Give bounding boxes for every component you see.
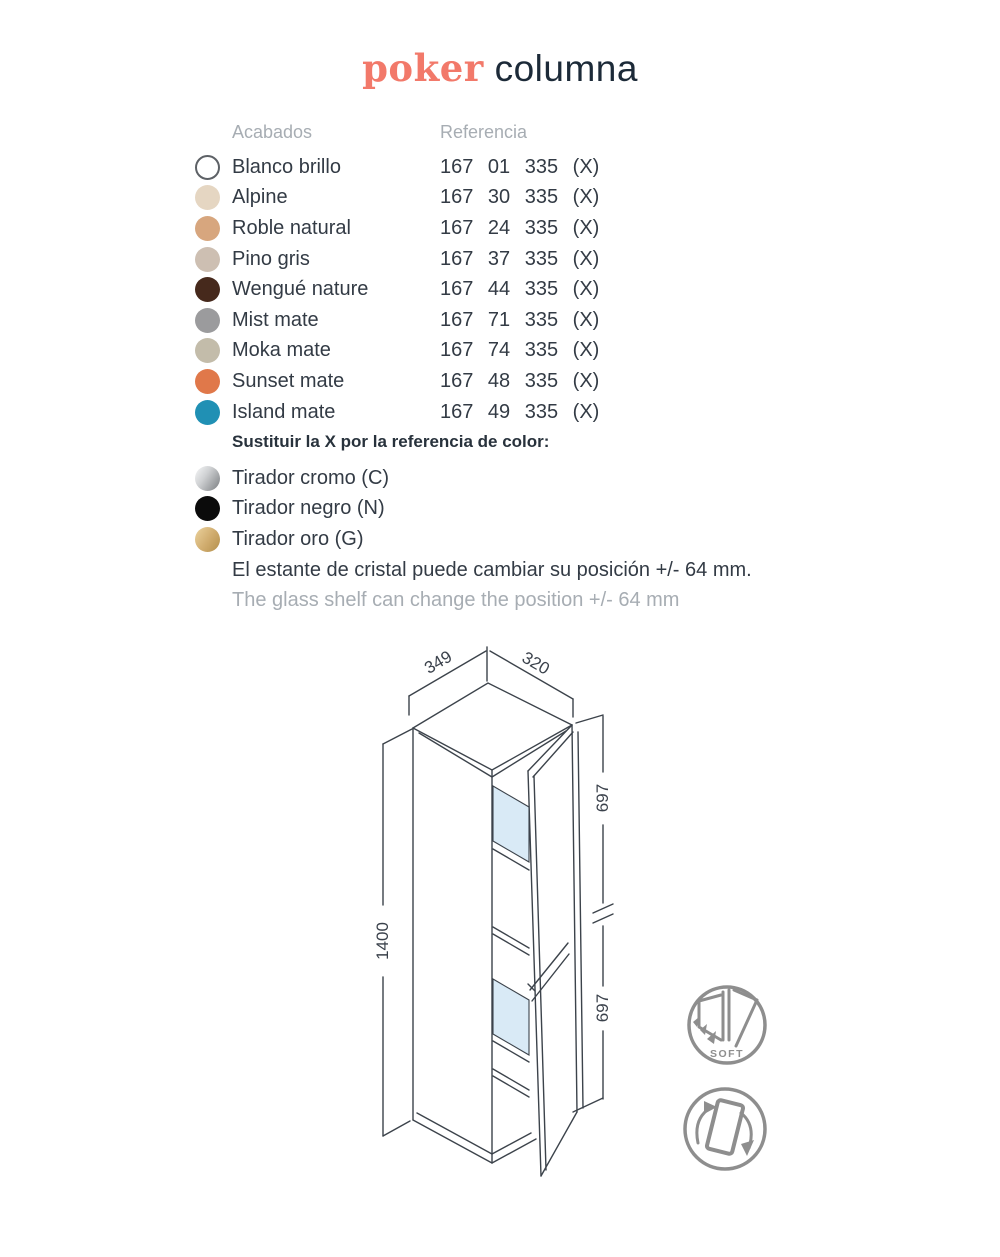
color-swatch bbox=[195, 308, 220, 333]
finish-name: Blanco brillo bbox=[232, 155, 341, 178]
dim-height-label: 1400 bbox=[373, 922, 392, 960]
brand-name: poker bbox=[362, 46, 484, 90]
open-doors bbox=[528, 725, 583, 1176]
finish-reference: 167 74 335 (X) bbox=[440, 339, 600, 362]
cabinet-technical-drawing bbox=[358, 628, 790, 1208]
color-swatch bbox=[195, 277, 220, 302]
finish-row bbox=[195, 213, 675, 244]
finish-name: Tirador oro (G) bbox=[232, 527, 364, 550]
dim-depth-label: 349 bbox=[421, 646, 456, 678]
finish-name: Island mate bbox=[232, 400, 336, 423]
color-swatch bbox=[195, 338, 220, 363]
finish-row bbox=[195, 152, 675, 183]
soft-label: SOFT bbox=[710, 1048, 744, 1060]
reversible-door-icon bbox=[685, 1089, 765, 1169]
finish-name: Mist mate bbox=[232, 308, 319, 331]
color-swatch bbox=[195, 400, 220, 425]
finish-row bbox=[195, 305, 675, 336]
finish-row bbox=[195, 494, 615, 525]
color-swatch bbox=[195, 247, 220, 272]
product-name: columna bbox=[494, 48, 638, 89]
dimension-lines bbox=[383, 647, 613, 1136]
cabinet-outline bbox=[413, 683, 572, 1163]
finish-name: Sunset mate bbox=[232, 369, 345, 392]
finish-row bbox=[195, 244, 675, 275]
interior-shelves bbox=[493, 849, 529, 1097]
finish-row bbox=[195, 463, 615, 494]
color-swatch bbox=[195, 527, 220, 552]
finish-row bbox=[195, 366, 675, 397]
finish-reference: 167 37 335 (X) bbox=[440, 247, 600, 270]
color-swatch bbox=[195, 369, 220, 394]
finish-name: Moka mate bbox=[232, 339, 331, 362]
handle-rows bbox=[195, 463, 615, 555]
finish-reference: 167 49 335 (X) bbox=[440, 400, 600, 423]
dim-door-upper-label: 697 bbox=[593, 783, 612, 813]
dim-door-lower-label: 697 bbox=[593, 993, 612, 1023]
column-header-finish: Acabados bbox=[232, 122, 313, 142]
glass-shelf-upper bbox=[493, 786, 529, 862]
finish-name: Tirador cromo (C) bbox=[232, 466, 390, 489]
finish-row bbox=[195, 524, 615, 555]
finish-row bbox=[195, 274, 675, 305]
color-swatch bbox=[195, 216, 220, 241]
finish-reference: 167 24 335 (X) bbox=[440, 216, 600, 239]
column-header-reference: Referencia bbox=[440, 122, 528, 142]
soft-close-icon bbox=[689, 987, 765, 1063]
finish-reference: 167 01 335 (X) bbox=[440, 155, 600, 178]
substitute-note: Sustituir la X por la referencia de color: bbox=[232, 432, 550, 451]
finish-table bbox=[195, 118, 675, 427]
finish-row bbox=[195, 183, 675, 214]
finish-table-header bbox=[195, 118, 675, 152]
finish-name: Alpine bbox=[232, 186, 288, 209]
finish-reference: 167 71 335 (X) bbox=[440, 308, 600, 331]
finish-name: Roble natural bbox=[232, 216, 351, 239]
color-swatch bbox=[195, 155, 220, 180]
finish-name: Wengué nature bbox=[232, 278, 369, 301]
finish-name: Pino gris bbox=[232, 247, 310, 270]
dim-width-label: 320 bbox=[518, 647, 553, 679]
finish-rows bbox=[195, 152, 675, 427]
glass-shelf-note-es: El estante de cristal puede cambiar su posición +/- 64 mm. bbox=[232, 559, 752, 581]
page-title bbox=[0, 46, 1000, 90]
finish-reference: 167 48 335 (X) bbox=[440, 369, 600, 392]
finish-row bbox=[195, 397, 675, 428]
color-swatch bbox=[195, 496, 220, 521]
finish-row bbox=[195, 336, 675, 367]
glass-shelf-note-en: The glass shelf can change the position +/- 64 mm bbox=[232, 589, 680, 611]
finish-reference: 167 44 335 (X) bbox=[440, 278, 600, 301]
finish-name: Tirador negro (N) bbox=[232, 497, 385, 520]
color-swatch bbox=[195, 466, 220, 491]
finish-reference: 167 30 335 (X) bbox=[440, 186, 600, 209]
color-swatch bbox=[195, 185, 220, 210]
